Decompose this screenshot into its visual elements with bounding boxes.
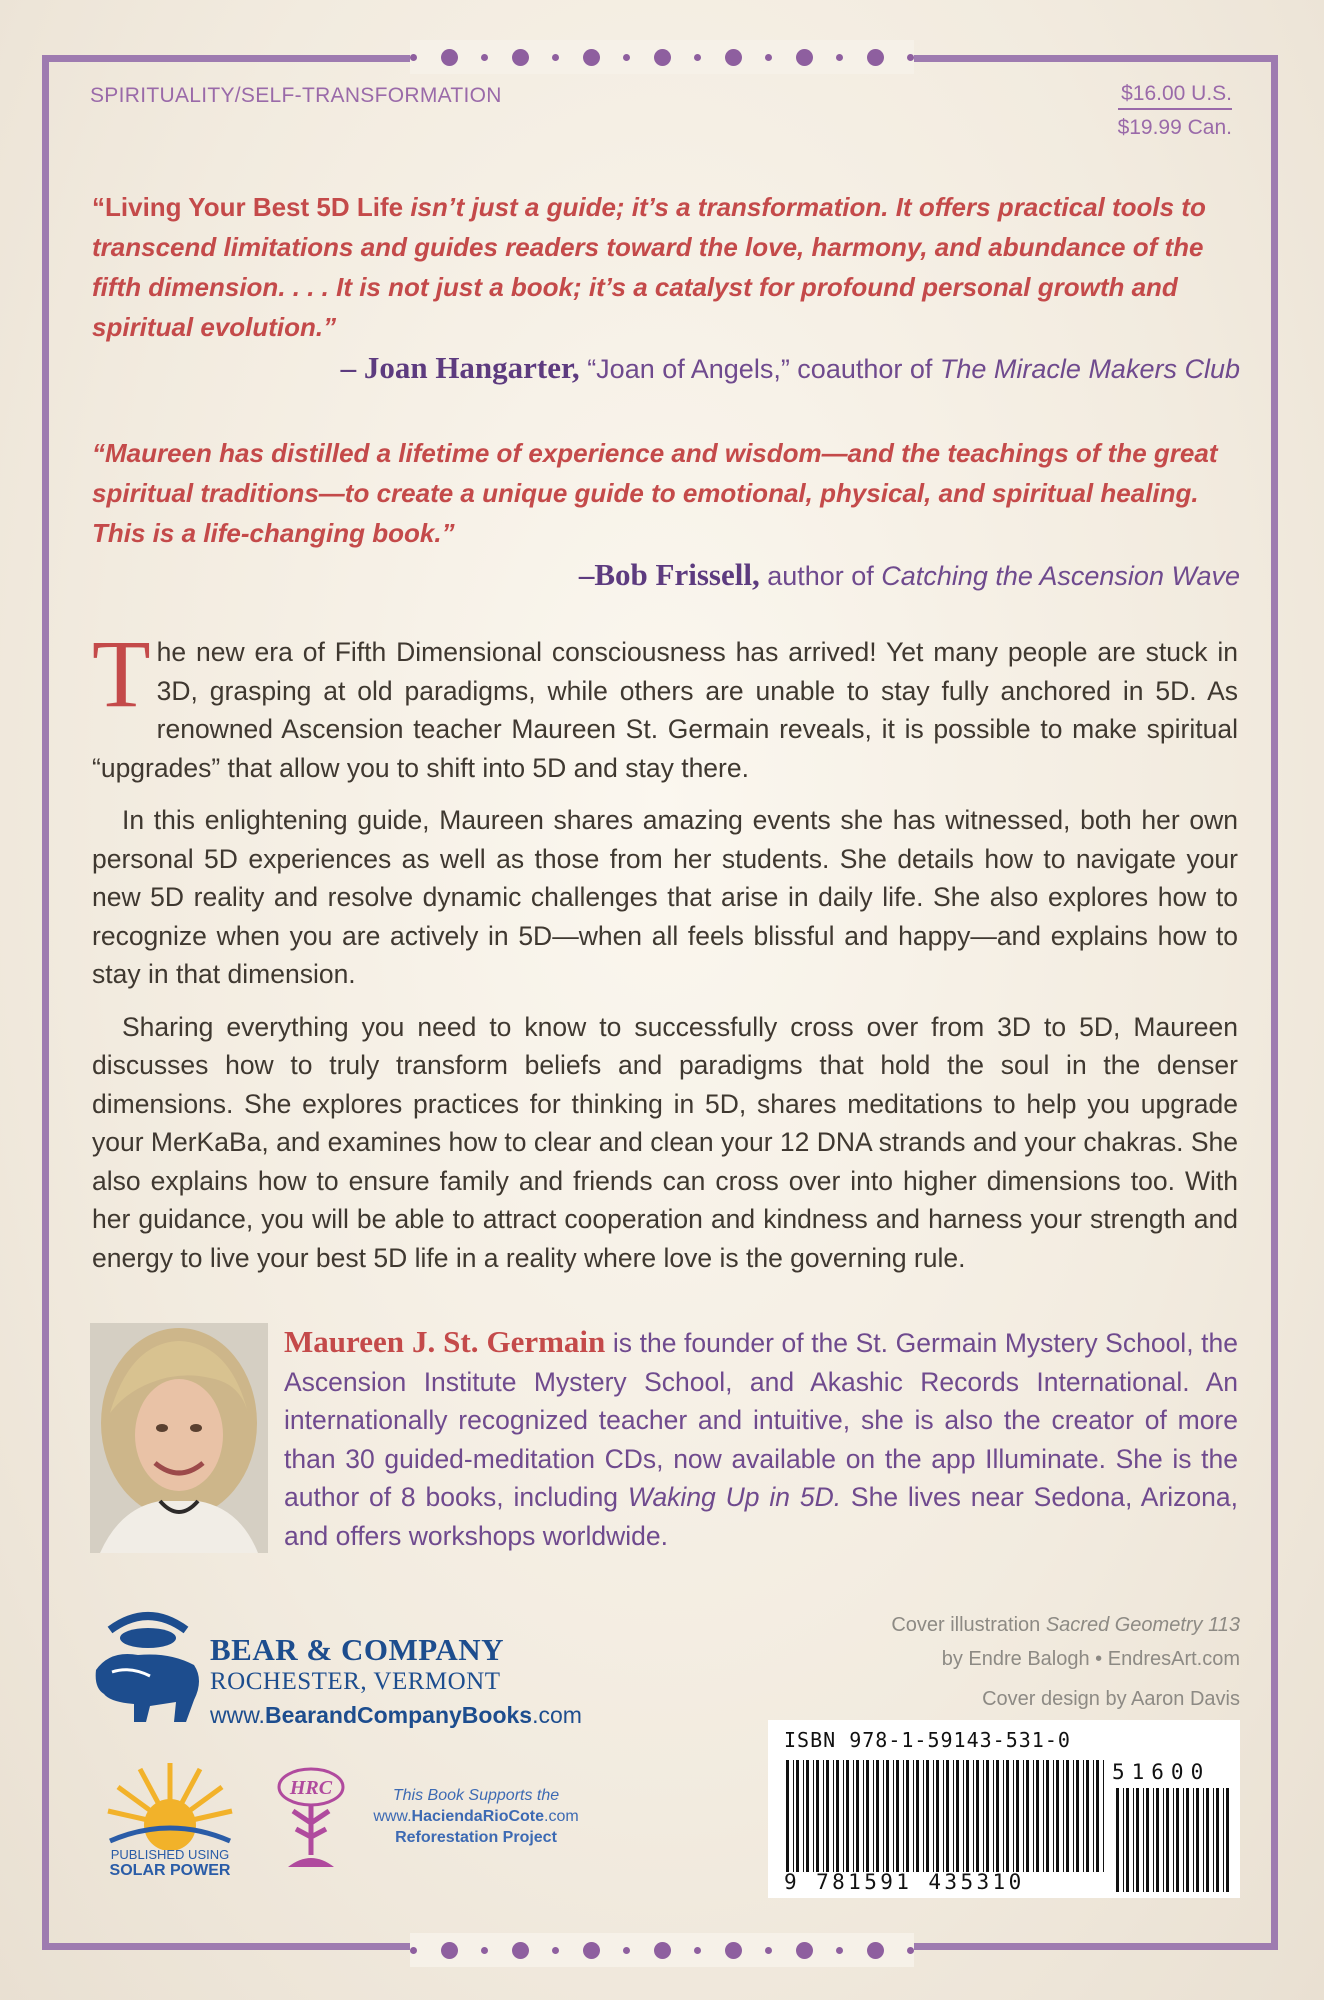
tree-icon [268, 1763, 354, 1873]
publisher-name: BEAR & COMPANY [210, 1632, 505, 1667]
price-canada: $19.99 Can. [1117, 116, 1232, 139]
publisher-city: ROCHESTER, VERMONT [210, 1668, 501, 1695]
author-name: Maureen J. St. Germain [284, 1324, 606, 1359]
design-credit: Cover design by Aaron Davis [982, 1688, 1240, 1710]
description-paragraph-1: The new era of Fifth Dimensional consciousness has arrived! Yet many people are stuck in 3D, grasping at old paradigms, while others are unable to stay fully anchored in 5D. As renowned Ascension teacher Maureen St. Germain reveals, it is possible to make spiritual “upgrades” that allow you to shift into 5D and stay there. [92, 620, 1238, 783]
drop-cap: T [92, 620, 151, 727]
hrc-logo [268, 1763, 598, 1883]
barcode-panel [768, 1720, 1240, 1898]
description-paragraph-2: In this enlightening guide, Maureen shares amazing events she has witnessed, both her own personal 5D experiences as well as those from her students. She details how to navigate your new 5D reality and resolve dynamic challenges that arise in daily life. She also explores how to recognize when you are actively in 5D—when all feels blissful and happy—and explains how to stay in that dimension. [92, 805, 1238, 989]
price-block [1118, 80, 1232, 142]
hrc-url[interactable]: www.HaciendaRioCote.com [373, 1808, 579, 1825]
top-ornament [410, 40, 914, 74]
illustration-credit: Cover illustration Sacred Geometry 113 [891, 1614, 1240, 1636]
description-text [92, 620, 1239, 1291]
cover-credits [891, 1608, 1240, 1716]
endorsement-attribution-2: –Bob Frissell, author of Catching the Ascension Wave [578, 557, 1240, 592]
hrc-line-3: Reforestation Project [395, 1829, 557, 1846]
author-bio: Maureen J. St. Germain is the founder of the St. Germain Mystery School, the Ascension Institute Mystery School, and Akashic Records International. An internationally recognized teacher and intuitive, she is also the creator of more than 30 guided-meditation CDs, now available on the app Illuminate. She is the author of 8 books, including Waking Up in 5D. She lives near Sedona, Arizona, and offers workshops worldwide. [284, 1324, 1238, 1551]
artist-credit: by Endre Balogh • EndresArt.com [941, 1648, 1240, 1670]
hrc-logo-text: HRC [289, 1777, 333, 1799]
hrc-line-1: This Book Supports the [392, 1787, 560, 1804]
price-code: 51600 [1112, 1760, 1211, 1784]
category-label: SPIRITUALITY/SELF-TRANSFORMATION [90, 84, 502, 107]
ean-barcode [784, 1760, 1109, 1872]
isbn-number: ISBN 978-1-59143-531-0 [784, 1728, 1071, 1752]
sun-icon [90, 1755, 250, 1850]
bottom-ornament [410, 1933, 914, 1967]
publisher-url[interactable]: www.BearandCompanyBooks.com [210, 1702, 582, 1728]
price-us: $16.00 U.S. [1118, 80, 1232, 110]
author-photo [90, 1323, 268, 1553]
publisher-block [90, 1610, 630, 1735]
endorsement-quote-2: “Maureen has distilled a lifetime of experience and wisdom—and the teachings of the great spiritual traditions—to create a unique guide to emotional, physical, and spiritual healing. This is a life-changing book.” [92, 438, 1218, 548]
solar-line-1: PUBLISHED USING [110, 1847, 230, 1862]
endorsement-quote-1: “Living Your Best 5D Life isn’t just a guide; it’s a transformation. It offers practical tools to transcend limitations and guides readers toward the love, harmony, and abundance of the fifth dimension. . . . It is not just a book; it’s a catalyst for profound personal growth and spiritual evolution.” [92, 192, 1206, 342]
description-paragraph-3: Sharing everything you need to know to successfully cross over from 3D to 5D, Maureen discusses how to truly transform beliefs and paradigms that hold the soul in the denser dimensions. She explores practices for thinking in 5D, shares meditations to help you upgrade your MerKaBa, and examines how to clear and clean your 12 DNA strands and your chakras. She also explains how to ensure family and friends can cross over into higher dimensions too. With her guidance, you will be able to attract cooperation and kindness and harness your strength and energy to live your best 5D life in a reality where love is the governing rule. [92, 1011, 1239, 1273]
solar-line-2: SOLAR POWER [109, 1862, 231, 1879]
solar-power-logo [90, 1755, 250, 1879]
addon-barcode [1114, 1788, 1232, 1892]
barcode-digits: 9 781591 435310 [784, 1870, 1025, 1894]
bear-logo-icon [90, 1610, 206, 1730]
endorsement-attribution-1: – Joan Hangarter, “Joan of Angels,” coauthor of The Miracle Makers Club [340, 350, 1240, 385]
